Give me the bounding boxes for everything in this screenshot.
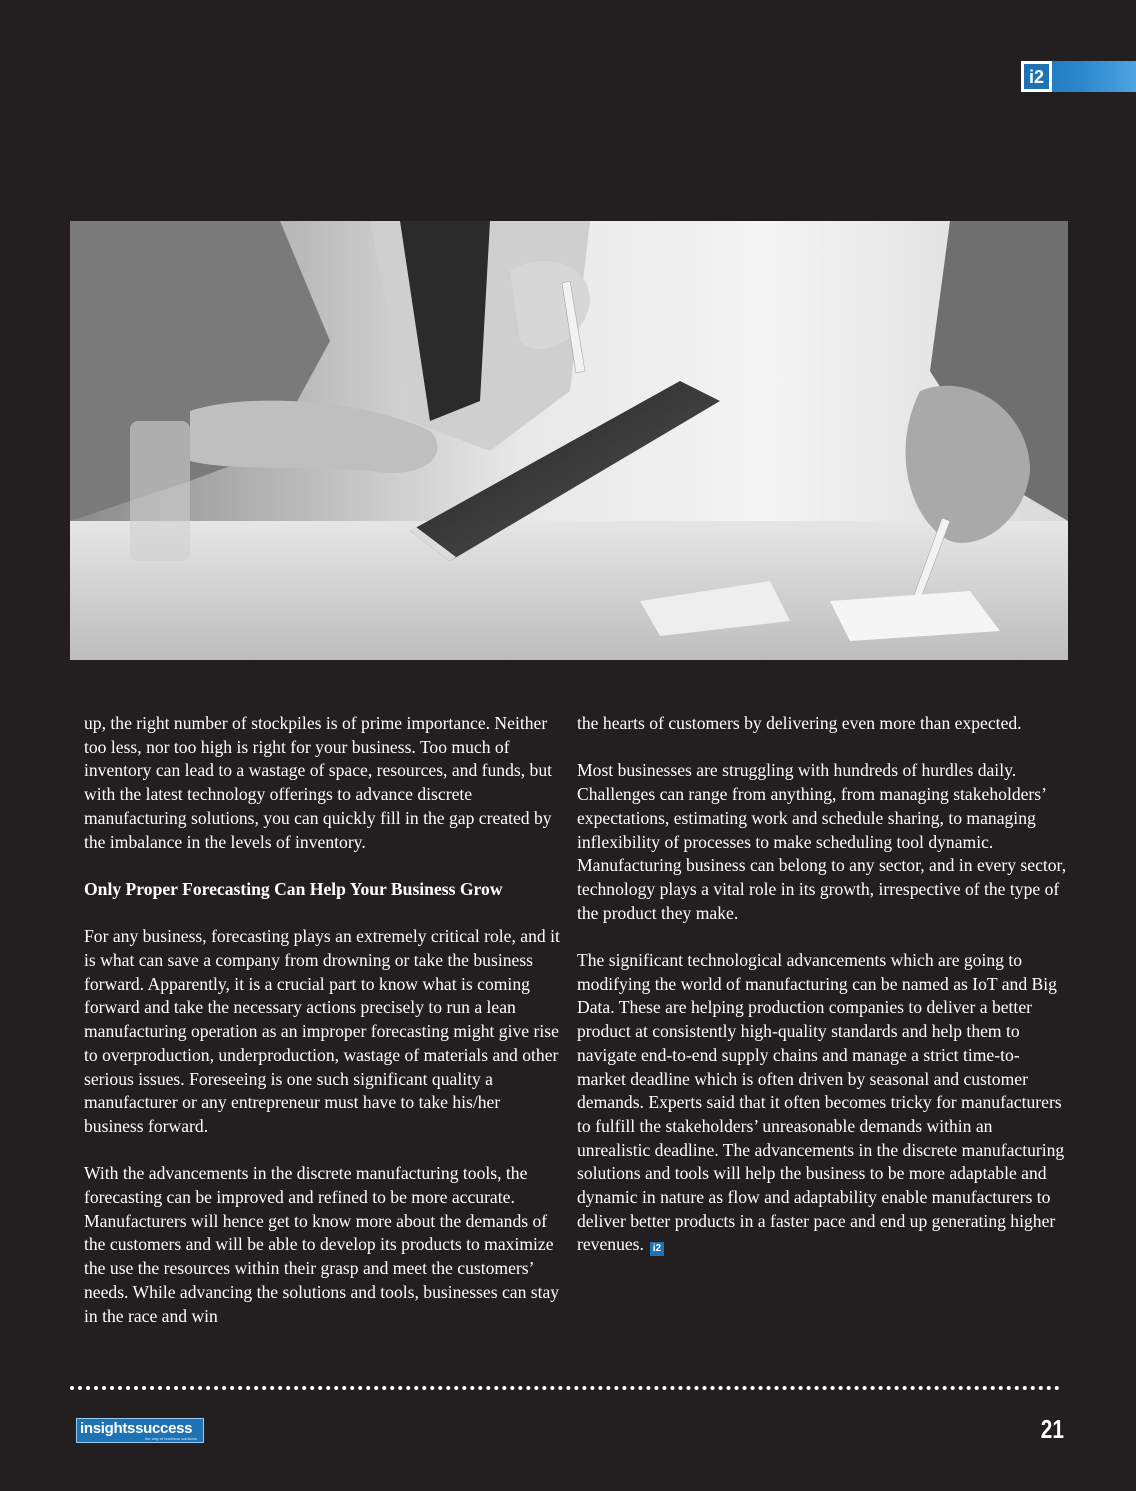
footer-divider [70, 1386, 1060, 1390]
section-subheading: Only Proper Forecasting Can Help Your Business Grow [84, 878, 503, 899]
body-paragraph: up, the right number of stockpiles is of prime importance. Neither too less, nor too high is right for your business. Too much of inventory can lead to a wastage of space, resources, and funds, but with the latest technology offerings to advance discrete manufacturing solutions, you can quickly fill in the gap created by the imbalance in the levels of inventory. [84, 713, 553, 852]
body-paragraph: the hearts of customers by delivering even more than expected. [577, 713, 1022, 733]
page-number: 21 [1040, 1414, 1064, 1444]
header-logo-letter: i2 [1024, 64, 1049, 89]
end-mark-icon: i2 [650, 1242, 664, 1256]
body-paragraph: With the advancements in the discrete manufacturing tools, the forecasting can be improved and refined to be more accurate. Manufacturers will hence get to know more about the demands of the customers and will be able to develop its products to maximize the use the resources within their grasp and meet the customers’ needs. While advancing the solutions and tools, businesses can stay in the race and win [84, 1163, 560, 1326]
body-paragraph: Most businesses are struggling with hundreds of hurdles daily. Challenges can range from anything, from managing stakeholders’ expectations, estimating work and schedule sharing, to managing inflexibility of processes to make scheduling tool dynamic. Manufacturing business can belong to any sector, and in every sector, technology plays a vital role in its growth, irrespective of the type of the product they make. [577, 760, 1067, 923]
article-column-right [577, 712, 1067, 1257]
body-paragraph: For any business, forecasting plays an extremely critical role, and it is what can save a company from drowning or take the business forward. Apparently, it is a crucial part to know what is coming forward and take the necessary actions precisely to run a lean manufacturing operation as an improper forecasting might give rise to overproduction, underproduction, wastage of materials and other serious issues. Foreseeing is one such significant quality a manufacturer or any entrepreneur must have to take his/her business forward. [84, 926, 560, 1136]
body-paragraph-final [577, 949, 1067, 1257]
article-column-left [84, 712, 564, 1328]
header-logo-icon [1021, 61, 1052, 92]
footer-brand-tagline: the way of business solutions [144, 1435, 197, 1441]
footer-brand-name: insightssuccess [80, 1419, 193, 1437]
body-paragraph-text: The significant technological advancements which are going to modifying the world of manufacturing can be named as IoT and Big Data. These are helping production companies to deliver a better product at consistently high-quality standards and help them to navigate end-to-end supply chains and manage a strict time-to-market deadline which is often driven by seasonal and customer demands. Experts said that it often becomes tricky for manufacturers to fulfill the stakeholders’ unreasonable demands within an unrealistic deadline. The advancements in the discrete manufacturing solutions and tools will help the business to be more adaptable and dynamic in nature as flow and adaptability enable manufacturers to deliver better products in a faster pace and end up generating higher revenues. [577, 950, 1065, 1255]
footer-brand-logo [76, 1418, 204, 1443]
business-meeting-photo [70, 221, 1068, 660]
